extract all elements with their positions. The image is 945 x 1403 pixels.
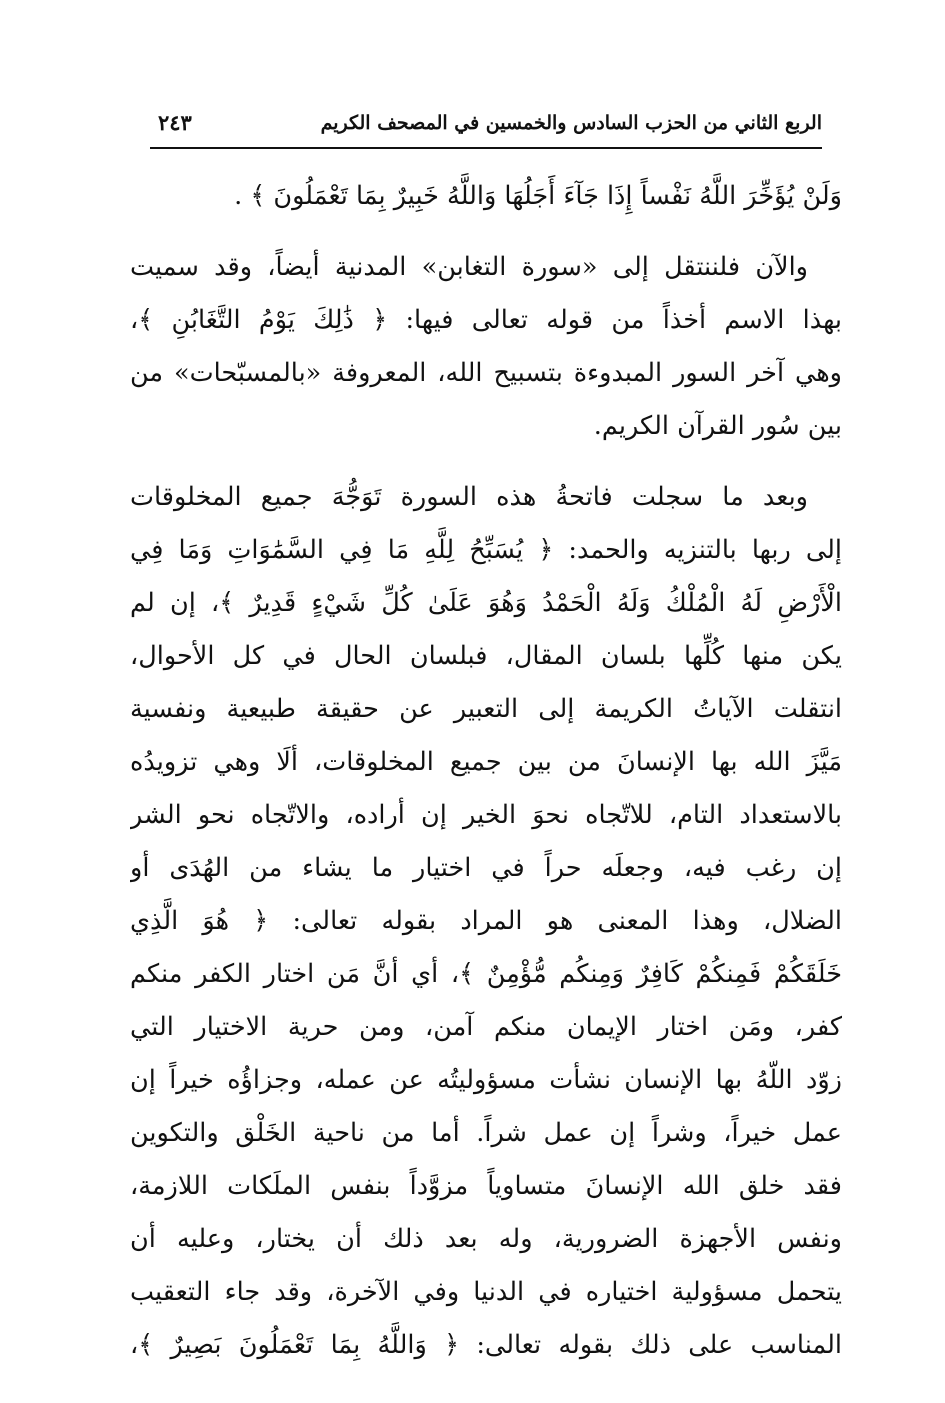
text-line: الضلال، وهذا المعنى هو المراد بقوله تعالى: ﴿ هُوَ الَّذِي: [130, 906, 842, 936]
paragraph-1: [130, 170, 842, 223]
text-line: وبعد ما سجلت فاتحةُ هذه السورة تَوَجُّهَ جميع المخلوقات: [130, 482, 808, 512]
text-line: يكن منها كُلِّها بلسان المقال، فبلسان الحال في كل الأحوال،: [130, 641, 842, 671]
text-line: بين سُور القرآن الكريم.: [593, 411, 842, 441]
text-line: وهي آخر السور المبدوءة بتسبيح الله، المعروفة «بالمسبّحات» من: [130, 358, 842, 388]
text-line: فقد خلق الله الإنسانَ متساوياً مزوَّداً بنفس الملَكات اللازمة،: [130, 1171, 842, 1201]
page-number: ٢٤٣: [158, 110, 192, 135]
paragraph-3: [130, 471, 842, 1372]
paragraph-gap: [130, 453, 842, 471]
text-line: عمل خيراً، وشراً إن عمل شراً. أما من ناحية الخَلْق والتكوين: [130, 1118, 842, 1148]
page-body: [130, 170, 842, 1372]
page-header: [150, 108, 822, 144]
text-line: بهذا الاسم أخذاً من قوله تعالى فيها: ﴿ ذَٰلِكَ يَوْمُ التَّغَابُنِ ﴾،: [130, 305, 842, 335]
text-line: والآن فلننتقل إلى «سورة التغابن» المدنية أيضاً، وقد سميت: [130, 252, 808, 282]
text-line: ونفس الأجهزة الضرورية، وله بعد ذلك أن يختار، وعليه أن: [130, 1224, 842, 1254]
paragraph-gap: [130, 223, 842, 241]
text-line: إن رغب فيه، وجعلَه حراً في اختيار ما يشاء من الهُدَى أو: [130, 853, 842, 883]
text-line: وَلَنْ يُؤَخِّرَ اللَّهُ نَفْساً إِذَا جَآءَ أَجَلُهَا وَاللَّهُ خَبِيرٌ بِمَا تَعْمَلُونَ ﴾ .: [234, 181, 842, 211]
header-divider: [150, 147, 822, 149]
text-line: كفر، ومَن اختار الإيمان منكم آمن، ومن حرية الاختيار التي: [130, 1012, 842, 1042]
text-line: يتحمل مسؤولية اختياره في الدنيا وفي الآخرة، وقد جاء التعقيب: [130, 1277, 842, 1307]
text-line: انتقلت الآياتُ الكريمة إلى التعبير عن حقيقة طبيعية ونفسية: [130, 694, 842, 724]
text-line: إلى ربها بالتنزيه والحمد: ﴿ يُسَبِّحُ لِلَّهِ مَا فِي السَّمَٰوَاتِ وَمَا فِي: [130, 535, 842, 565]
text-line: المناسب على ذلك بقوله تعالى: ﴿ وَاللَّهُ بِمَا تَعْمَلُونَ بَصِيرٌ ﴾،: [130, 1330, 842, 1360]
text-line: بالاستعداد التام، للاتّجاه نحوَ الخير إن أراده، والاتّجاه نحو الشر: [130, 800, 842, 830]
running-header-title: الربع الثاني من الحزب السادس والخمسين في المصحف الكريم: [320, 112, 822, 134]
paragraph-2: [130, 241, 842, 453]
text-line: الْأَرْضِ لَهُ الْمُلْكُ وَلَهُ الْحَمْدُ وَهُوَ عَلَىٰ كُلِّ شَيْءٍ قَدِيرٌ ﴾، إن لم: [130, 588, 842, 618]
text-line: مَيَّزَ الله بها الإنسانَ من بين جميع المخلوقات، ألَا وهي تزويدُه: [130, 747, 842, 777]
text-line: خَلَقَكُمْ فَمِنكُمْ كَافِرٌ وَمِنكُم مُّؤْمِنٌ ﴾، أي أنَّ مَن اختار الكفر منكم: [130, 959, 842, 989]
text-line: زوّد اللّهُ بها الإنسان نشأت مسؤوليتُه عن عمله، وجزاؤُه خيراً إن: [130, 1065, 842, 1095]
